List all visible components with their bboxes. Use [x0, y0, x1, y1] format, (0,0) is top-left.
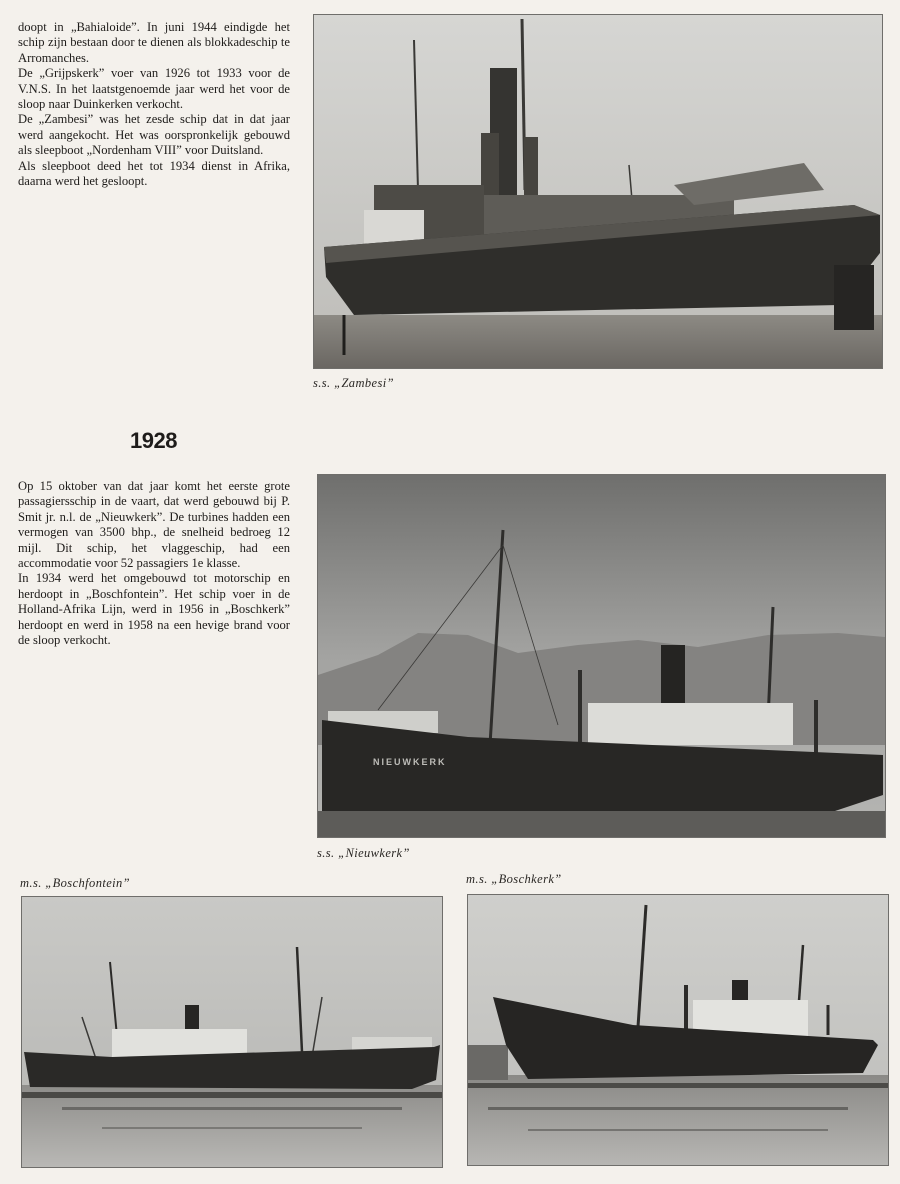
- zambesi-ship-illustration: [314, 15, 882, 368]
- paragraph-zambesi: De „Zambesi” was het zesde schip dat in dat jaar werd aangekocht. Het was oorspronkelijk gebouwd als sleepboot „Nordenham VIII” voor Duitsland.: [18, 112, 290, 158]
- paragraph-grijpskerk: De „Grijpskerk” voer van 1926 tot 1933 voor de V.N.S. In het laatstgenoemde jaar werd het voor de sloop naar Duinkerken verkocht.: [18, 66, 290, 112]
- paragraph-ombouw: In 1934 werd het omgebouwd tot motorschip en herdoopt in „Boschfontein”. Het schip voer in de Holland-Afrika Lijn, werd in 1956 in „Boschkerk” herdoopt en werd in 1958 na een hevige brand voor de sloop verkocht.: [18, 571, 290, 648]
- photo-zambesi: [313, 14, 883, 369]
- boschkerk-ship-illustration: [468, 895, 888, 1165]
- caption-boschfontein: m.s. „Boschfontein”: [20, 876, 131, 890]
- hull-name-nieuwkerk: NIEUWKERK: [373, 757, 447, 767]
- caption-zambesi: s.s. „Zambesi”: [313, 376, 394, 390]
- section-1928-text: [18, 479, 290, 648]
- paragraph-bahialoide: doopt in „Bahialoide”. In juni 1944 eindigde het schip zijn bestaan door te dienen als blokkadeschip te Arromanches.: [18, 20, 290, 65]
- paragraph-nieuwkerk: Op 15 oktober van dat jaar komt het eerste grote passagiersschip in de vaart, dat werd gebouwd bij P. Smit jr. n.l. de „Nieuwkerk”. De turbines hadden een vermogen van 3500 bhp., de snelheid bedroeg 12 mijl. Dit schip, het vlaggeschip, had een accommodatie voor 52 passagiers 1e klasse.: [18, 479, 290, 571]
- photo-nieuwkerk: [317, 474, 886, 838]
- photo-boschfontein: [21, 896, 443, 1168]
- top-text-block: [18, 20, 290, 189]
- nieuwkerk-ship-illustration: [318, 475, 885, 837]
- caption-boschkerk: m.s. „Boschkerk”: [466, 872, 562, 886]
- year-heading: 1928: [130, 428, 177, 453]
- paragraph-sleepboot: Als sleepboot deed het tot 1934 dienst in Afrika, daarna werd het gesloopt.: [18, 158, 290, 189]
- boschfontein-ship-illustration: [22, 897, 442, 1167]
- caption-nieuwkerk: s.s. „Nieuwkerk”: [317, 846, 410, 860]
- photo-boschkerk: [467, 894, 889, 1166]
